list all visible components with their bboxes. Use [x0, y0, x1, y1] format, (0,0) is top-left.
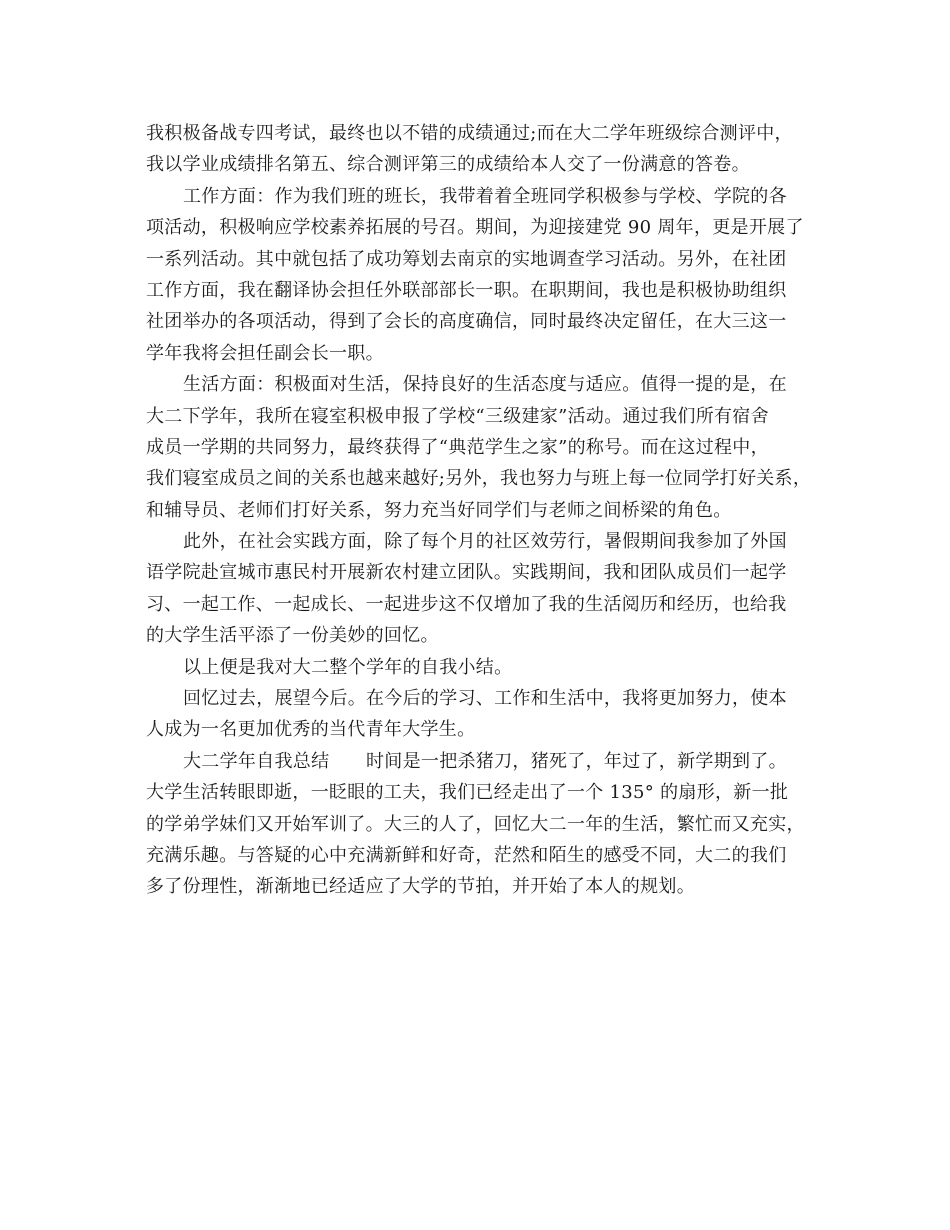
- text-line: 社团举办的各项活动，得到了会长的高度确信，同时最终决定留任，在大三这一: [146, 311, 787, 333]
- text-line: 我以学业成绩排名第五、综合测评第三的成绩给本人交了一份满意的答卷。: [146, 154, 750, 176]
- text-line: 大二下学年，我所在寝室积极申报了学校“三级建家”活动。通过我们所有宿舍: [146, 405, 769, 427]
- text-line: 我积极备战专四考试，最终也以不错的成绩通过;而在大二学年班级综合测评中，: [146, 123, 793, 144]
- paragraph-start-line: 工作方面：作为我们班的班长，我带着着全班同学积极参与学校、学院的各: [183, 185, 787, 207]
- text-line: 项活动，积极响应学校素养拓展的号召。期间，为迎接建党 90 周年，更是开展了: [146, 217, 804, 239]
- text-line: 我们寝室成员之间的关系也越来越好;另外，我也努力与班上每一位同学打好关系，: [146, 468, 812, 490]
- text-line: 一系列活动。其中就包括了成功筹划去南京的实地调查学习活动。另外，在社团: [146, 248, 787, 270]
- document-body: [146, 118, 826, 903]
- paragraph-start-line: 以上便是我对大二整个学年的自我小结。: [183, 656, 513, 678]
- text-line: 充满乐趣。与答疑的心中充满新鲜和好奇，茫然和陌生的感受不同，大二的我们: [146, 844, 787, 866]
- text-line: 大学生活转眼即逝，一眨眼的工夫，我们已经走出了一个 135° 的扇形，新一批: [146, 782, 789, 804]
- text-line: 的学弟学妹们又开始军训了。大三的人了，回忆大二一年的生活，繁忙而又充实，: [146, 813, 805, 835]
- text-line: 习、一起工作、一起成长、一起进步这不仅增加了我的生活阅历和经历，也给我: [146, 593, 787, 615]
- text-line: 和辅导员、老师们打好关系，努力充当好同学们与老师之间桥梁的角色。: [146, 499, 732, 521]
- text-line: 语学院赴宣城市惠民村开展新农村建立团队。实践期间，我和团队成员们一起学: [146, 562, 787, 584]
- text-line: 学年我将会担任副会长一职。: [146, 342, 384, 364]
- text-line: 工作方面，我在翻译协会担任外联部部长一职。在职期间，我也是积极协助组织: [146, 279, 787, 301]
- paragraph-start-line: 生活方面：积极面对生活，保持良好的生活态度与适应。值得一提的是，在: [183, 374, 787, 396]
- text-line: 成员一学期的共同努力，最终获得了“典范学生之家”的称号。而在这过程中，: [146, 436, 769, 458]
- paragraph-start-line: 大二学年自我总结 时间是一把杀猪刀，猪死了，年过了，新学期到了。: [183, 750, 787, 772]
- text-line: 人成为一名更加优秀的当代青年大学生。: [146, 719, 476, 741]
- paragraph-start-line: 此外，在社会实践方面，除了每个月的社区效劳行，暑假期间我参加了外国: [183, 531, 787, 553]
- text-line: 的大学生活平添了一份美妙的回忆。: [146, 625, 439, 647]
- text-line: 多了份理性，渐渐地已经适应了大学的节拍，并开始了本人的规划。: [146, 876, 695, 898]
- paragraph-start-line: 回忆过去，展望今后。在今后的学习、工作和生活中，我将更加努力，使本: [183, 688, 787, 710]
